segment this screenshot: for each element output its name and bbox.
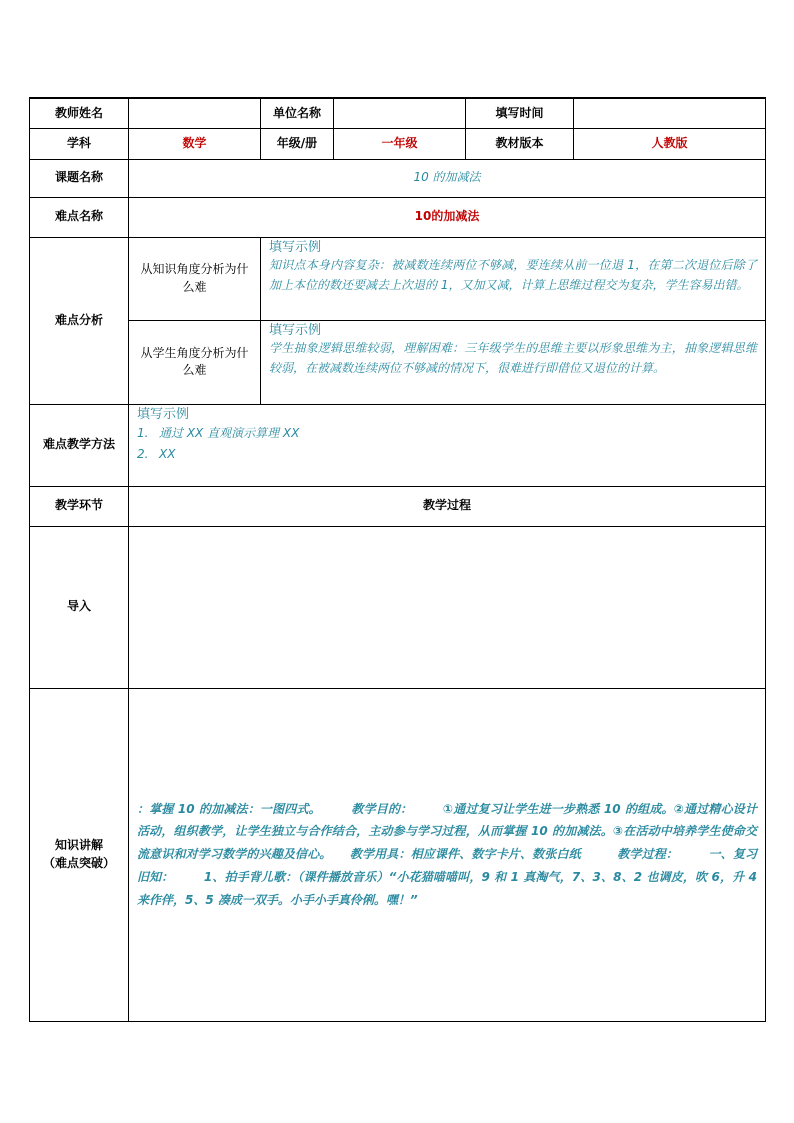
method-item: 1. 通过 XX 直观演示算理 XX	[137, 426, 300, 441]
knowledge-example-text: 知识点本身内容复杂：被减数连续两位不够减，要连续从前一位退 1，在第二次退位后除了加上本位的数还要减去上次退的 1，又加又减，计算上思维过程交为复杂，学生容易出错。	[269, 258, 757, 293]
student-example-title: 填写示例	[269, 322, 322, 338]
lesson-plan-form	[29, 97, 765, 1022]
unit-name-value[interactable]	[334, 98, 466, 128]
unit-name-label: 单位名称	[261, 98, 334, 128]
knowledge-example-title: 填写示例	[269, 239, 322, 255]
student-angle-content[interactable]	[261, 320, 766, 404]
knowledge-angle-label: 从知识角度分析为什么难	[129, 237, 261, 320]
difficulty-value[interactable]: 10的加减法	[129, 197, 766, 237]
method-item: 2. XX	[137, 447, 176, 462]
method-list	[137, 423, 757, 465]
fill-time-value[interactable]	[574, 98, 766, 128]
lesson-title-value[interactable]: 10 的加减法	[129, 159, 766, 197]
difficulty-label: 难点名称	[30, 197, 129, 237]
grade-value[interactable]: 一年级	[334, 128, 466, 159]
subject-label: 学科	[30, 128, 129, 159]
knowledge-angle-content[interactable]	[261, 237, 766, 320]
teacher-name-label: 教师姓名	[30, 98, 129, 128]
teacher-name-value[interactable]	[129, 98, 261, 128]
knowledge-explain-label: 知识讲解 （难点突破）	[30, 688, 129, 1021]
method-content[interactable]	[129, 404, 766, 486]
textbook-label: 教材版本	[466, 128, 574, 159]
grade-label: 年级/册	[261, 128, 334, 159]
analysis-label: 难点分析	[30, 237, 129, 404]
stage-label: 教学环节	[30, 486, 129, 526]
process-label: 教学过程	[129, 486, 766, 526]
student-angle-label: 从学生角度分析为什么难	[129, 320, 261, 404]
subject-value[interactable]: 数学	[129, 128, 261, 159]
intro-content[interactable]	[129, 526, 766, 688]
fill-time-label: 填写时间	[466, 98, 574, 128]
intro-label: 导入	[30, 526, 129, 688]
textbook-value[interactable]: 人教版	[574, 128, 766, 159]
lesson-title-label: 课题名称	[30, 159, 129, 197]
knowledge-explain-content[interactable]: ：掌握 10 的加减法：一图四式。 教学目的： ①通过复习让学生进一步熟悉 10 的组成。②通过精心设计活动，组织教学，让学生独立与合作结合，主动参与学习过程，从而掌握 10 的加减法。③在活动中培养学生使命交流意识和对学习数学的兴趣及信心。 教学用具：相应课件、数字卡片、数张白纸 教学过程： 一、复习旧知： 1、拍手背儿歌：（课件播放音乐）“小花猫喵喵叫，9 和 1 真淘气，7、3、8、2 也调皮，吹 6，升 4 来作伴，5、5 凑成一双手。小手小手真伶俐。嘿！”	[129, 688, 766, 1021]
method-label: 难点教学方法	[30, 404, 129, 486]
lesson-plan-table	[29, 97, 766, 1022]
method-example-title: 填写示例	[137, 406, 190, 422]
student-example-text: 学生抽象逻辑思维较弱，理解困难：三年级学生的思维主要以形象思维为主，抽象逻辑思维较弱，在被减数连续两位不够减的情况下，很难进行即借位又退位的计算。	[269, 341, 757, 376]
